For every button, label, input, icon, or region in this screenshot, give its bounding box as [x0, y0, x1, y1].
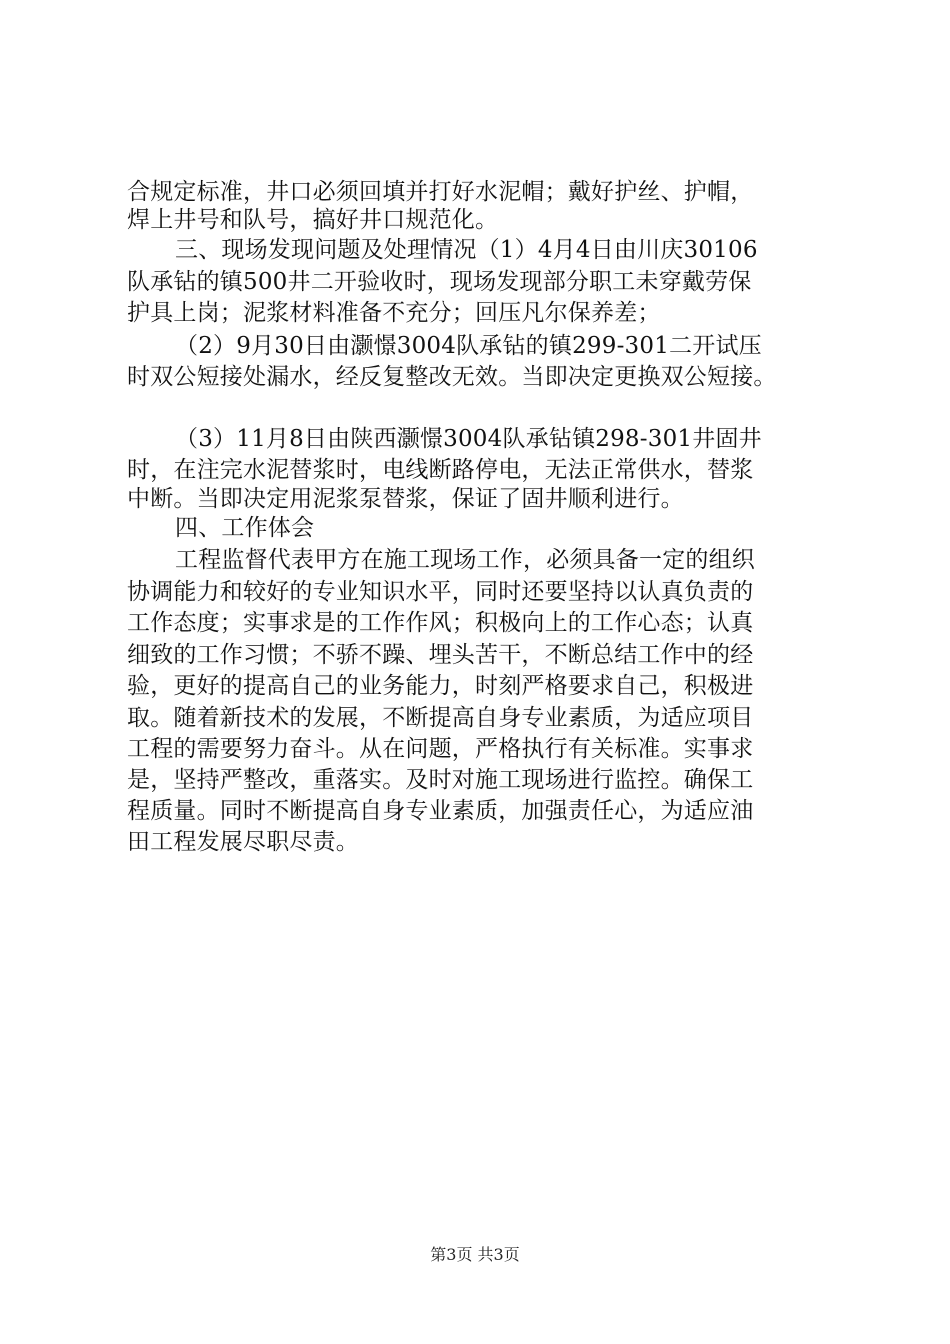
- body-line: 中断。当即决定用泥浆泵替浆，保证了固井顺利进行。: [127, 486, 684, 512]
- body-line: 工程的需要努力奋斗。从在问题，严格执行有关标准。实事求: [127, 736, 754, 762]
- body-line: 合规定标准，井口必须回填并打好水泥帽；戴好护丝、护帽，: [127, 179, 754, 205]
- body-line: （3）11月8日由陕西灏憬3004队承钻镇298-301井固井: [175, 426, 762, 452]
- body-line: 细致的工作习惯；不骄不躁、埋头苦干，不断总结工作中的经: [127, 642, 754, 668]
- body-line: （2）9月30日由灏憬3004队承钻的镇299-301二开试压: [175, 333, 762, 359]
- page-number-footer: 第3页 共3页: [430, 1245, 520, 1264]
- body-line: 协调能力和较好的专业知识水平，同时还要坚持以认真负责的: [127, 579, 754, 605]
- body-line: 护具上岗；泥浆材料准备不充分；回压凡尔保养差；: [127, 300, 661, 326]
- body-line: 焊上井号和队号，搞好井口规范化。: [127, 207, 499, 233]
- body-line: 工作态度；实事求是的工作作风；积极向上的工作心态；认真: [127, 610, 754, 636]
- body-line: 取。随着新技术的发展，不断提高自身专业素质，为适应项目: [127, 705, 754, 731]
- body-line: 程质量。同时不断提高自身专业素质，加强责任心，为适应油: [127, 798, 754, 824]
- body-line: 田工程发展尽职尽责。: [127, 829, 359, 855]
- body-line: 队承钻的镇500井二开验收时，现场发现部分职工未穿戴劳保: [127, 269, 752, 295]
- body-line: 验，更好的提高自己的业务能力，时刻严格要求自己，积极进: [127, 673, 754, 699]
- body-line: 工程监督代表甲方在施工现场工作，必须具备一定的组织: [175, 547, 755, 573]
- section-heading-line: 四、工作体会: [175, 515, 315, 541]
- section-heading-line: 三、现场发现问题及处理情况（1）4月4日由川庆30106: [175, 237, 758, 263]
- body-line: 是，坚持严整改，重落实。及时对施工现场进行监控。确保工: [127, 767, 754, 793]
- body-line: 时，在注完水泥替浆时，电线断路停电，无法正常供水，替浆: [127, 457, 754, 483]
- body-line: 时双公短接处漏水，经反复整改无效。当即决定更换双公短接。: [127, 364, 777, 390]
